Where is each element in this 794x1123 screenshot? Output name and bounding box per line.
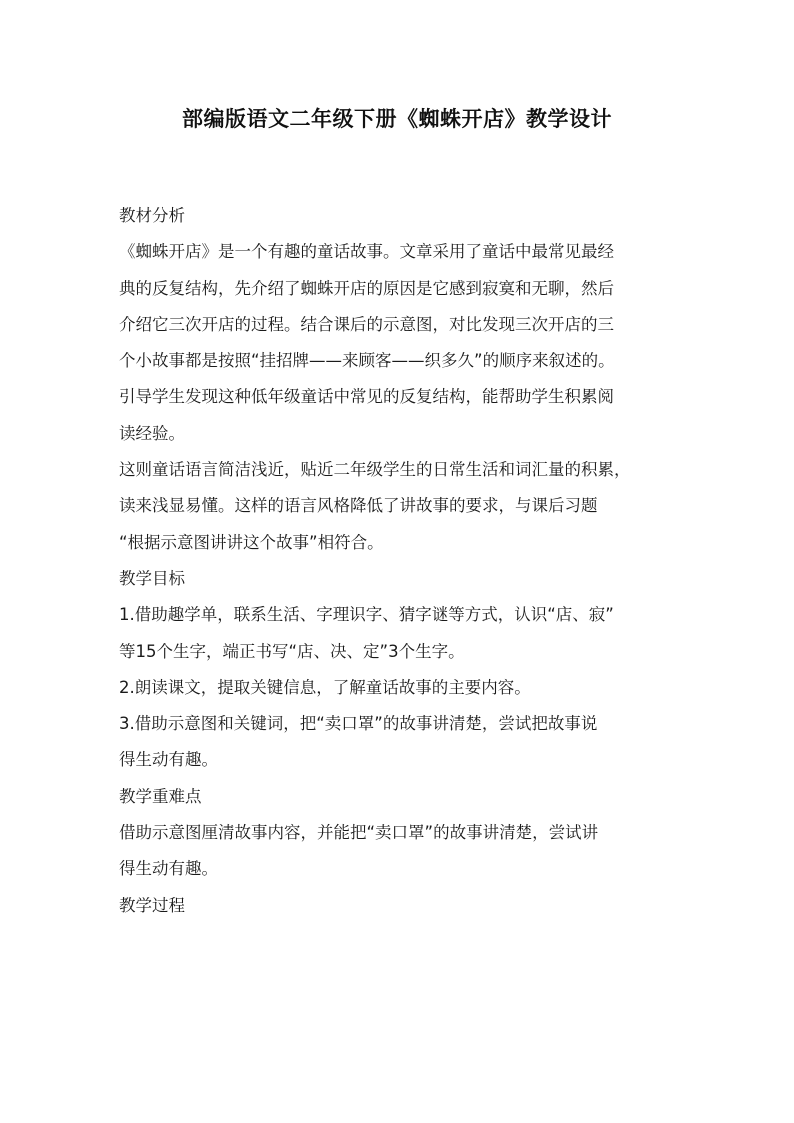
goal-line: 2.朗读课文，提取关键信息，了解童话故事的主要内容。 [119,677,531,697]
paragraph-line: 这则童话语言简洁浅近，贴近二年级学生的日常生活和词汇量的积累， [119,460,631,480]
paragraph-line: 个小故事都是按照“挂招牌——来顾客——织多久”的顺序来叙述的。 [119,351,615,371]
document-title: 部编版语文二年级下册《蜘蛛开店》教学设计 [182,107,612,131]
paragraph-line: 引导学生发现这种低年级童话中常见的反复结构，能帮助学生积累阅 [119,387,614,407]
section-heading-key-difficulties: 教学重难点 [119,786,202,806]
paragraph-line: 得生动有趣。 [119,859,218,879]
paragraph-line: “根据示意图讲讲这个故事”相符合。 [119,532,384,552]
paragraph-line: 典的反复结构，先介绍了蜘蛛开店的原因是它感到寂寞和无聊，然后 [119,278,614,298]
document-body [119,198,679,924]
paragraph-line: 读来浅显易懂。这样的语言风格降低了讲故事的要求，与课后习题 [119,496,598,516]
section-heading-teaching-process: 教学过程 [119,895,185,915]
section-heading-material-analysis: 教材分析 [119,206,185,225]
paragraph-line: 《蜘蛛开店》是一个有趣的童话故事。文章采用了童话中最常见最经 [119,242,614,262]
goal-line: 3.借助示意图和关键词，把“卖口罩”的故事讲清楚，尝试把故事说 [119,714,598,734]
paragraph-line: 介绍它三次开店的过程。结合课后的示意图，对比发现三次开店的三 [119,314,614,334]
goal-line: 得生动有趣。 [119,750,218,770]
goal-line: 等15个生字，端正书写“店、决、定”3个生字。 [119,641,465,661]
paragraph-line: 借助示意图厘清故事内容，并能把“卖口罩”的故事讲清楚，尝试讲 [119,823,599,843]
goal-line: 1.借助趣学单，联系生活、字理识字、猜字谜等方式，认识“店、寂” [119,605,614,625]
section-heading-teaching-goals: 教学目标 [119,568,185,588]
paragraph-line: 读经验。 [119,423,185,443]
